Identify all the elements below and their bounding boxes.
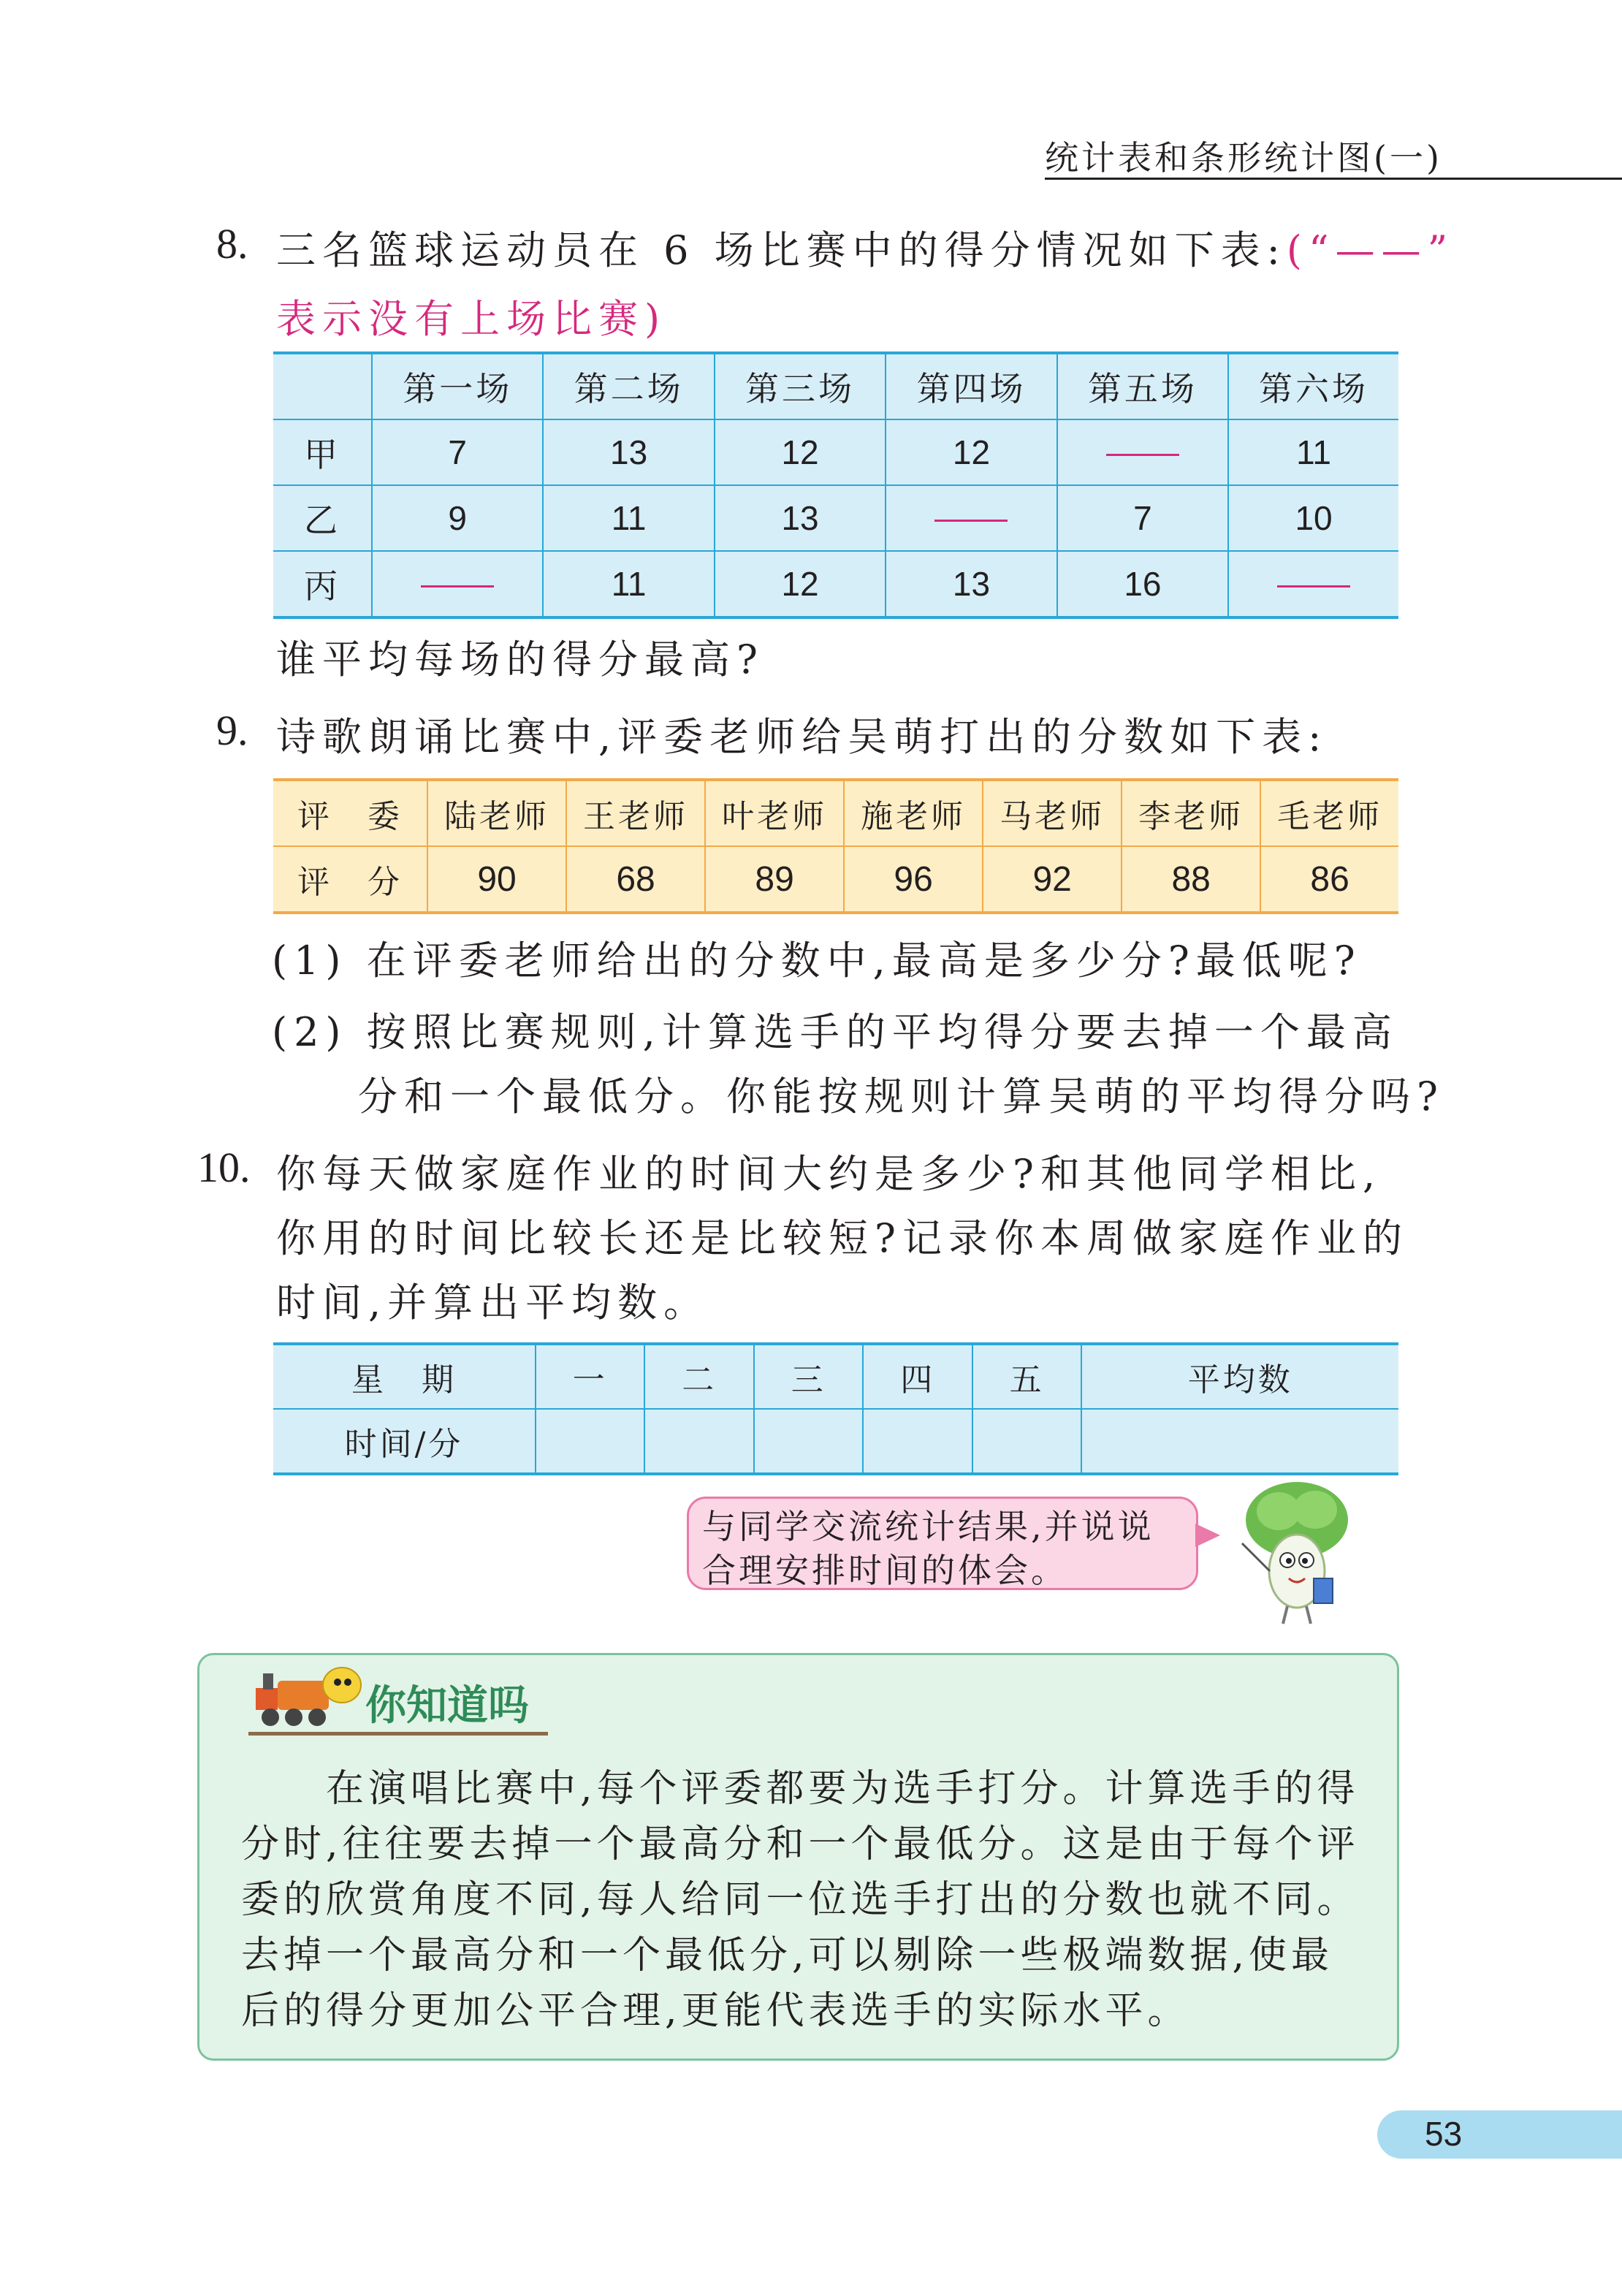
header-cell: 第六场: [1228, 353, 1398, 419]
q10-line1: 你每天做家庭作业的时间大约是多少?和其他同学相比,: [276, 1151, 1382, 1197]
q8-note-end: 表示没有上场比赛): [276, 296, 667, 342]
q8-number: 8.: [216, 220, 248, 267]
score-cell: 16: [1057, 551, 1228, 617]
speech-bubble: [687, 1497, 1198, 1590]
q8-score-table: [273, 351, 1398, 619]
empty-answer-cell: [863, 1409, 972, 1474]
judge-cell: 施老师: [844, 780, 983, 846]
judge-cell: 王老师: [566, 780, 705, 846]
q9-number: 9.: [216, 707, 248, 754]
judge-cell: 马老师: [983, 780, 1122, 846]
empty-answer-cell: [644, 1409, 753, 1474]
score-cell: 89: [705, 846, 844, 913]
table-row: [273, 551, 1398, 617]
q9-text: 诗歌朗诵比赛中,评委老师给吴萌打出的分数如下表:: [276, 714, 1328, 760]
info-line: 后的得分更加公平合理,更能代表选手的实际水平。: [241, 1989, 1190, 2033]
score-cell: 86: [1260, 846, 1398, 913]
absent-cell: [1228, 551, 1398, 617]
absent-cell: [1057, 419, 1228, 485]
score-cell: 10: [1228, 485, 1398, 551]
average-header-cell: 平均数: [1081, 1344, 1398, 1409]
header-cell: 第五场: [1057, 353, 1228, 419]
bubble-line-2: 合理安排时间的体会。: [702, 1551, 1067, 1590]
q9-subquestion-2-line2: 分和一个最低分。你能按规则计算吴萌的平均得分吗?: [358, 1073, 1444, 1120]
judge-cell: 叶老师: [705, 780, 844, 846]
header-cell: 第一场: [372, 353, 543, 419]
table-header-row: [273, 1344, 1398, 1409]
weekday-cell: 一: [536, 1344, 644, 1409]
score-cell: 88: [1122, 846, 1260, 913]
score-cell: 7: [372, 419, 543, 485]
q10-homework-table: [273, 1342, 1398, 1475]
score-cell: 68: [566, 846, 705, 913]
score-cell: 12: [715, 551, 886, 617]
score-cell: 13: [543, 419, 714, 485]
score-cell: 96: [844, 846, 983, 913]
score-cell: 9: [372, 485, 543, 551]
header-cell: 第二场: [543, 353, 714, 419]
score-cell: 92: [983, 846, 1122, 913]
score-cell: 13: [886, 551, 1056, 617]
q8-main-text: 三名篮球运动员在 6 场比赛中的得分情况如下表:: [276, 227, 1287, 273]
absent-dash: [1277, 585, 1350, 588]
row-label-cell: 评 分: [273, 846, 427, 913]
info-line: 去掉一个最高分和一个最低分,可以剔除一些极端数据,使最: [241, 1934, 1334, 1977]
table-row: [273, 846, 1398, 913]
header-cell: 第四场: [886, 353, 1056, 419]
page-number-tab: [1377, 2110, 1622, 2159]
weekday-cell: 三: [754, 1344, 863, 1409]
absent-dash: [421, 585, 494, 588]
player-name-cell: 乙: [273, 485, 372, 551]
absent-dash: [1106, 454, 1179, 456]
q9-subquestion-1: (1) 在评委老师给出的分数中,最高是多少分?最低呢?: [272, 938, 1362, 984]
info-line: 在演唱比赛中,每个评委都要为选手打分。计算选手的得: [241, 1767, 1360, 1811]
header-cell: 第三场: [715, 353, 886, 419]
header-divider: [1045, 178, 1622, 180]
empty-answer-cell: [536, 1409, 644, 1474]
empty-answer-cell: [972, 1409, 1081, 1474]
absent-dash: [934, 520, 1008, 522]
info-line: 委的欣赏角度不同,每人给同一位选手打出的分数也就不同。: [241, 1878, 1360, 1922]
table-row: [273, 485, 1398, 551]
info-line: 分时,往往要去掉一个最高分和一个最低分。这是由于每个评: [241, 1822, 1360, 1866]
table-row: [273, 1409, 1398, 1474]
q10-line3: 时间,并算出平均数。: [276, 1280, 710, 1326]
did-you-know-text: [241, 1761, 1381, 2039]
table-row: [273, 419, 1398, 485]
q8-question: 谁平均每场的得分最高?: [276, 636, 764, 683]
judge-cell: 毛老师: [1260, 780, 1398, 846]
weekday-cell: 四: [863, 1344, 972, 1409]
q9-subquestion-2-line1: (2) 按照比赛规则,计算选手的平均得分要去掉一个最高: [272, 1009, 1398, 1055]
score-cell: 12: [715, 419, 886, 485]
score-cell: 90: [427, 846, 566, 913]
absent-cell: [372, 551, 543, 617]
cabbage-mascot-icon: [1227, 1476, 1359, 1630]
q8-text: [276, 219, 1454, 275]
table-corner-cell: [273, 353, 372, 419]
empty-answer-cell: [1081, 1409, 1398, 1474]
judge-cell: 陆老师: [427, 780, 566, 846]
chapter-title: 统计表和条形统计图(一): [1045, 138, 1442, 178]
q10-line2: 你用的时间比较长还是比较短?记录你本周做家庭作业的: [276, 1215, 1409, 1261]
score-cell: 11: [543, 485, 714, 551]
weekday-cell: 五: [972, 1344, 1081, 1409]
q10-number: 10.: [197, 1144, 251, 1191]
table-header-row: [273, 353, 1398, 419]
absent-cell: [886, 485, 1056, 551]
speech-bubble-tail: [1195, 1524, 1220, 1547]
q8-note-start: (“——”: [1286, 227, 1455, 273]
row-label-cell: 评 委: [273, 780, 427, 846]
row-label-cell: 时间/分: [273, 1409, 536, 1474]
weekday-cell: 二: [644, 1344, 753, 1409]
score-cell: 11: [543, 551, 714, 617]
score-cell: 12: [886, 419, 1056, 485]
empty-answer-cell: [754, 1409, 863, 1474]
table-row: [273, 780, 1398, 846]
judge-cell: 李老师: [1122, 780, 1260, 846]
train-mascot-icon: [248, 1659, 365, 1732]
did-you-know-underline: [248, 1732, 548, 1736]
bubble-line-1: 与同学交流统计结果,并说说: [702, 1507, 1154, 1546]
score-cell: 11: [1228, 419, 1398, 485]
player-name-cell: 甲: [273, 419, 372, 485]
score-cell: 7: [1057, 485, 1228, 551]
did-you-know-title: 你知道吗: [365, 1682, 529, 1730]
score-cell: 13: [715, 485, 886, 551]
row-label-cell: 星 期: [273, 1344, 536, 1409]
player-name-cell: 丙: [273, 551, 372, 617]
q9-judge-table: [273, 778, 1398, 914]
page-number: 53: [1425, 2115, 1463, 2153]
